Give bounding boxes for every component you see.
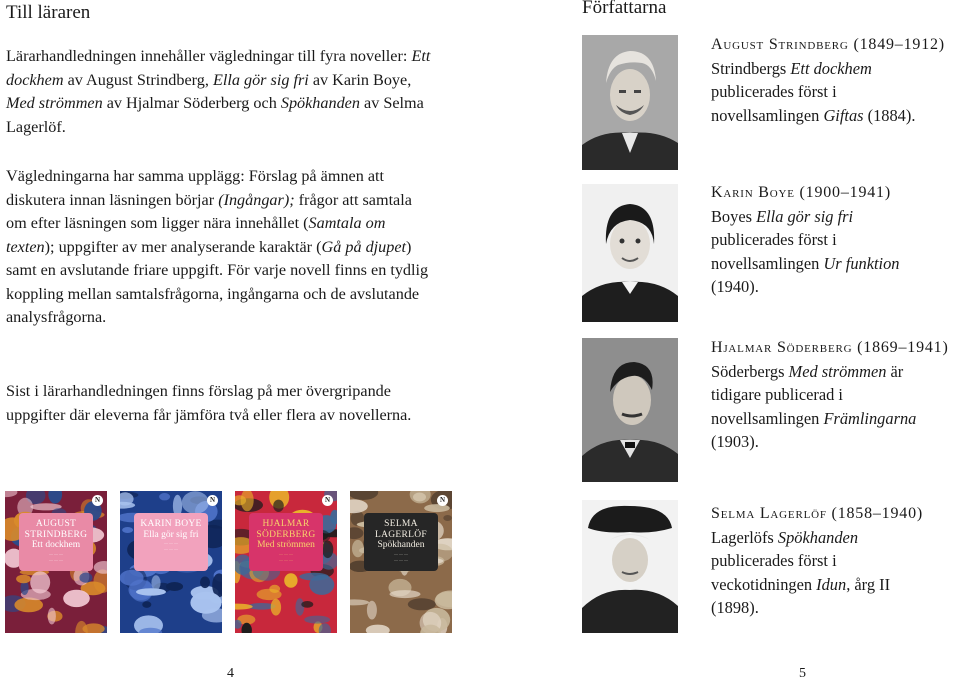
- page-title-till-lararen: Till läraren: [6, 2, 91, 23]
- author-bio-strindberg: [711, 33, 960, 127]
- intro-paragraph: Lärarhandledningen innehåller vägledningar till fyra noveller: Ett dockhem av August Strindberg, Ella gör sig fri av Karin Boye, Med strömmen av Hjalmar Söderberg och Spökhanden av Selma Lagerlöf.: [6, 47, 431, 136]
- author-text: Söderbergs Med strömmen är tidigare publicerad i novellsamlingen Främlingarna (1903).: [711, 361, 917, 451]
- portrait-soderberg: [582, 338, 678, 482]
- cover-title: Med strömmen: [257, 540, 315, 550]
- author-bio-soderberg: [711, 336, 960, 454]
- author-text: Boyes Ella gör sig fri publicerades först i novellsamlingen Ur funktion (1940).: [711, 206, 900, 296]
- author-text: Lagerlöfs Spökhanden publicerades först i veckotidningen Idun, årg II (1898).: [711, 527, 891, 617]
- cover-title: Spökhanden: [377, 540, 425, 550]
- cover-label: KARIN BOYE Ella gör sig fri — — — — — —: [134, 513, 208, 571]
- cover-ett-dockhem: [5, 491, 107, 633]
- cover-author: AUGUST STRINDBERG: [24, 519, 88, 540]
- cover-label: AUGUST STRINDBERG Ett dockhem — — — — — —: [19, 513, 93, 571]
- closing-paragraph: Sist i lärarhandledningen finns förslag på mer övergripande uppgifter där eleverna får jämföra två eller flera av novellerna.: [6, 382, 412, 424]
- structure-paragraph: Vägledningarna har samma upplägg: Förslag på ämnen att diskutera innan läsningen börjar (Ingångar); frågor att samtala om efter läsningen som ligger nära innehållet (Samtala om texten); uppgifter av mer analyserande karaktär (Gå på djupet) samt en avslutande friare uppgift. För varje novell finns en tydlig koppling mellan samtalsfrågorna, ingångarna och de avslutande analysfrågorna.: [6, 167, 429, 326]
- author-bio-lagerlof: [711, 502, 960, 620]
- cover-title: Ett dockhem: [31, 540, 81, 550]
- cover-label: HJALMAR SÖDERBERG Med strömmen — — — — — —: [249, 513, 323, 571]
- publisher-logo-icon: N: [92, 495, 103, 506]
- page-number-right: 5: [799, 666, 806, 681]
- cover-author: SELMA LAGERLÖF: [374, 519, 427, 540]
- publisher-logo-icon: N: [437, 495, 448, 506]
- author-name: Karin Boye (1900–1941): [711, 184, 891, 201]
- author-name: Selma Lagerlöf (1858–1940): [711, 505, 924, 522]
- page-title-forfattarna: Författarna: [582, 0, 667, 18]
- cover-ella-gor-sig-fri: [120, 491, 222, 633]
- publisher-logo-icon: N: [322, 495, 333, 506]
- portrait-strindberg: [582, 35, 678, 170]
- author-bio-boye: [711, 181, 960, 299]
- cover-author: HJALMAR SÖDERBERG: [256, 519, 316, 540]
- portrait-lagerlof: [582, 500, 678, 633]
- cover-label: SELMA LAGERLÖF Spökhanden — — — — — —: [364, 513, 438, 571]
- portrait-boye: [582, 184, 678, 322]
- cover-spokhanden: [350, 491, 452, 633]
- page-number-left: 4: [227, 666, 234, 681]
- cover-title: Ella gör sig fri: [143, 529, 199, 540]
- cover-med-strommen: [235, 491, 337, 633]
- publisher-logo-icon: N: [207, 495, 218, 506]
- cover-author: KARIN BOYE: [140, 519, 202, 529]
- author-name: August Strindberg (1849–1912): [711, 36, 945, 53]
- author-text: Strindbergs Ett dockhem publicerades först i novellsamlingen Giftas (1884).: [711, 58, 916, 125]
- author-name: Hjalmar Söderberg (1869–1941): [711, 339, 949, 356]
